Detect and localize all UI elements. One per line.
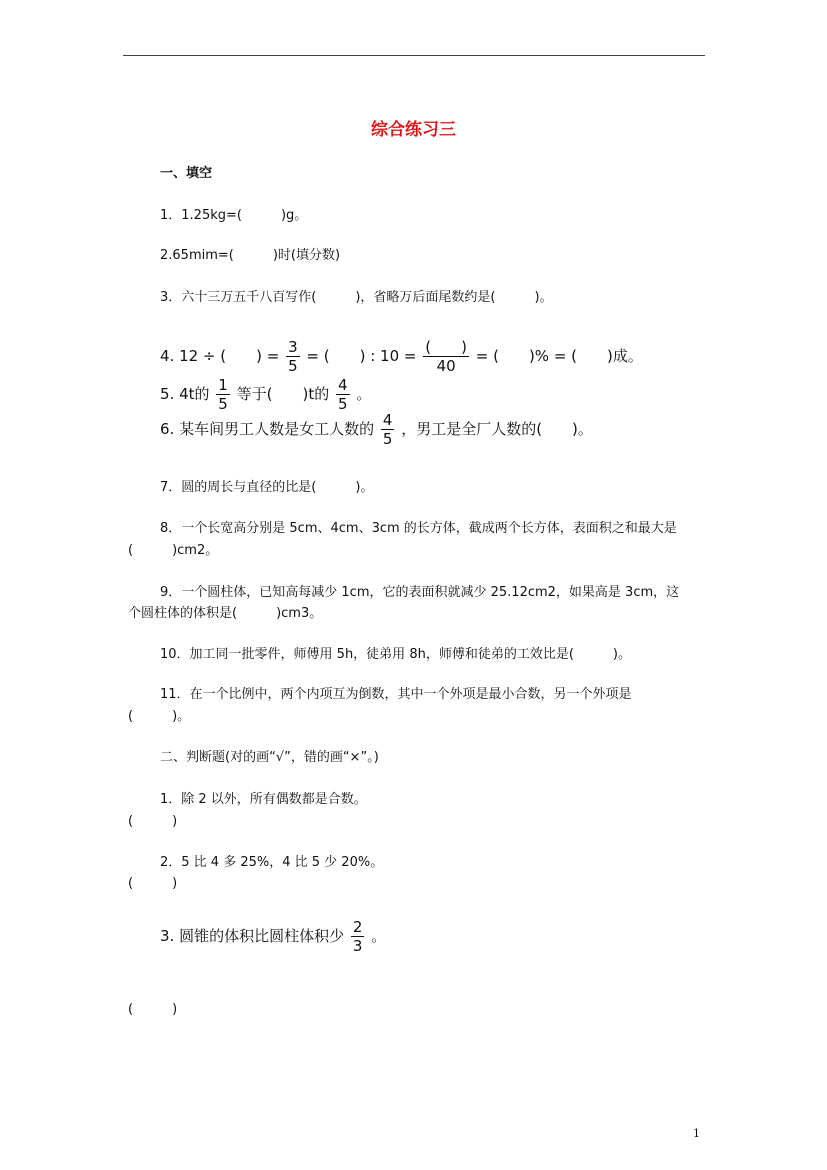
section-fill-in-heading: 一、填空 [160,166,213,181]
fraction: $\frac{4}{5}$ [338,375,348,413]
page-title: 综合练习三 [371,120,456,140]
question-3: 3．六十三万五千八百写作( )，省略万后面尾数约是( )。 [160,290,553,305]
fraction: $\frac{4}{5}$ [382,410,393,448]
question-8-line2: ( )cm2。 [128,543,219,558]
question-6: 6. 某车间男工人数是女工人数的 $\frac{4}{5}$ ，男工是全厂人数的( )。 [160,410,593,448]
page-number: 1 [693,1127,700,1140]
question-4: 4. 12 ÷ ( ) = $\frac{3}{5}$ = ( ) : 10 = $\frac{( )}{40}$ = ( )% = ( )成。 [160,337,643,375]
judgment-1: 1．除 2 以外，所有偶数都是合数。 [160,792,367,807]
question-11-line1: 11．在一个比例中，两个内项互为倒数，其中一个外项是最小合数，另一个外项是 [160,687,632,702]
question-5: 5. 4t的 $\frac{1}{5}$ 等于( )t的 $\frac{4}{5}$ 。 [160,375,372,413]
fraction: $\frac{1}{5}$ [218,375,228,413]
question-9-line1: 9．一个圆柱体，已知高每减少 1cm，它的表面积就减少 25.12cm2，如果高是 3cm，这 [160,585,680,600]
judgment-3-answer: ( ) [128,1002,178,1017]
judgment-1-answer: ( ) [128,814,178,829]
question-7: 7．圆的周长与直径的比是( )。 [160,480,374,495]
question-8-line1: 8．一个长宽高分别是 5cm、4cm、3cm 的长方体，截成两个长方体，表面积之和最大是 [160,521,677,536]
judgment-2-answer: ( ) [128,876,178,891]
question-1: 1．1.25kg=( )g。 [160,208,308,223]
question-10: 10．加工同一批零件，师傅用 5h，徒弟用 8h，师傅和徒弟的工效比是( )。 [160,647,631,662]
question-9-line2: 个圆柱体的体积是( )cm3。 [128,606,323,621]
header-rule [123,55,705,56]
fraction: $\frac{2}{3}$ [352,917,363,955]
section-judgment-heading: 二、判断题(对的画“√”，错的画“×”。) [160,750,379,765]
question-2: 2.65mim=( )时(填分数) [160,248,341,263]
fraction: $\frac{3}{5}$ [288,337,298,375]
fraction: $\frac{( )}{40}$ [425,337,467,375]
judgment-3: 3. 圆锥的体积比圆柱体积少 $\frac{2}{3}$ 。 [160,917,387,955]
judgment-2: 2．5 比 4 多 25%，4 比 5 少 20%。 [160,855,384,870]
question-11-line2: ( )。 [128,709,191,724]
